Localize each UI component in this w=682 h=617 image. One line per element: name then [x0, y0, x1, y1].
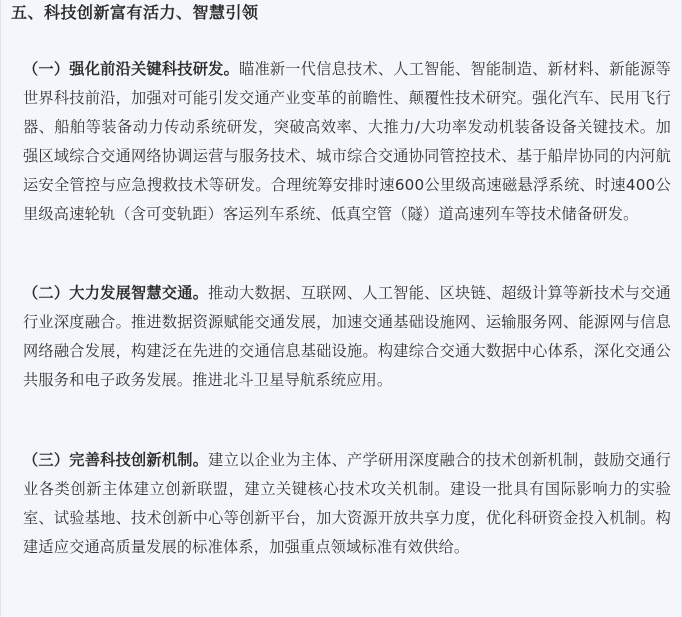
paragraph-lead: （一）强化前沿关键科技研发。	[23, 60, 240, 78]
paragraph-lead: （三）完善科技创新机制。	[23, 451, 209, 469]
paragraph-smart-transport	[23, 279, 671, 395]
paragraph-lead: （二）大力发展智慧交通。	[23, 284, 209, 302]
paragraph-tech-rnd	[23, 55, 671, 229]
section-title: 五、科技创新富有活力、智慧引领	[11, 3, 259, 22]
paragraph-innovation-mechanism	[23, 446, 671, 562]
paragraph-text: 推动大数据、互联网、人工智能、区块链、超级计算等新技术与交通行业深度融合。推进数据资源赋能交通发展，加速交通基础设施网、运输服务网、能源网与信息网络融合发展，构建泛在先进的交通信息基础设施。构建综合交通大数据中心体系，深化交通公共服务和电子政务发展。推进北斗卫星导航系统应用。	[23, 284, 671, 389]
paragraph-text: 瞄准新一代信息技术、人工智能、智能制造、新材料、新能源等世界科技前沿，加强对可能引发交通产业变革的前瞻性、颠覆性技术研究。强化汽车、民用飞行器、船舶等装备动力传动系统研发，突破高效率、大推力/大功率发动机装备设备关键技术。加强区域综合交通网络协调运营与服务技术、城市综合交通协同管控技术、基于船岸协同的内河航运安全管控与应急搜救技术等研发。合理统筹安排时速600公里级高速磁悬浮系统、时速400公里级高速轮轨（含可变轨距）客运列车系统、低真空管（隧）道高速列车等技术储备研发。	[23, 60, 671, 223]
paragraph-text: 建立以企业为主体、产学研用深度融合的技术创新机制，鼓励交通行业各类创新主体建立创新联盟，建立关键核心技术攻关机制。建设一批具有国际影响力的实验室、试验基地、技术创新中心等创新平台，加大资源开放共享力度，优化科研资金投入机制。构建适应交通高质量发展的标准体系，加强重点领域标准有效供给。	[23, 451, 671, 556]
